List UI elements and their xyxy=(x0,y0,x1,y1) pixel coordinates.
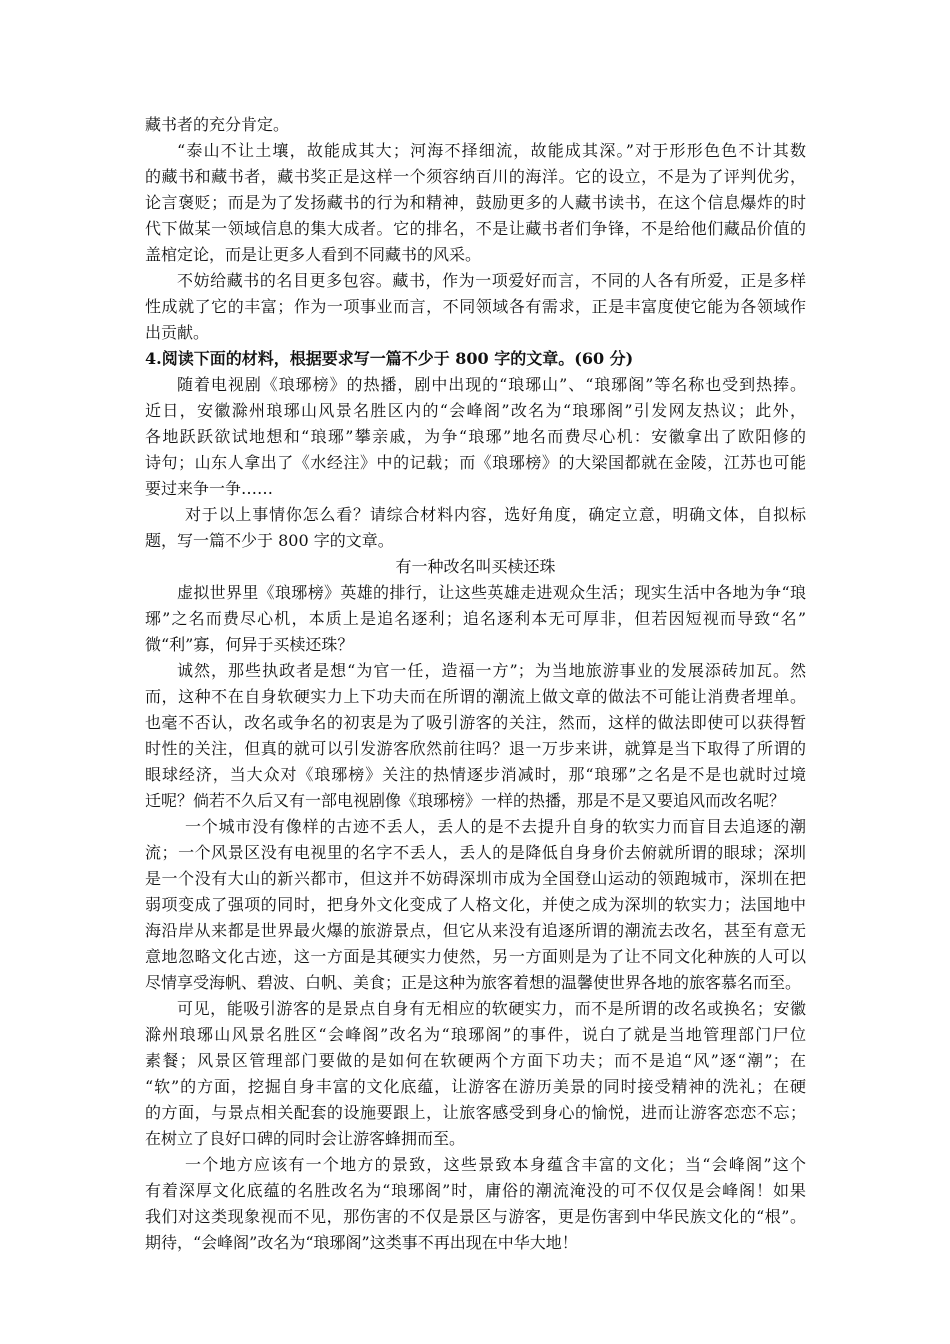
text-line: 流；一个风景区没有电视里的名字不丢人，丢人的是降低自身身价去俯就所谓的眼球；深圳 xyxy=(145,843,806,862)
text-line: 一个城市没有像样的古迹不丢人，丢人的是不去提升自身的软实力而盲目去追逐的潮 xyxy=(185,817,806,836)
question-heading: 4.阅读下面的材料，根据要求写一篇不少于 800 字的文章。(60 分) xyxy=(145,349,634,368)
text-line: 性成就了它的丰富；作为一项事业而言，不同领域各有需求，正是丰富度使它能为各领域作 xyxy=(145,297,806,316)
text-line: 近日，安徽滁州琅琊山风景名胜区内的“会峰阁”改名为“琅琊阁”引发网友热议；此外， xyxy=(145,401,806,420)
text-line: 是一个没有大山的新兴都市，但这并不妨碍深圳市成为全国登山运动的领跑城市，深圳在把 xyxy=(145,869,806,888)
text-line: 可见，能吸引游客的是景点自身有无相应的软硬实力，而不是所谓的改名或换名；安徽 xyxy=(177,999,806,1018)
text-line: 诚然，那些执政者是想“为官一任，造福一方”；为当地旅游事业的发展添砖加瓦。然 xyxy=(177,661,806,680)
text-line: 诗句；山东人拿出了《水经注》中的记载；而《琅琊榜》的大梁国都就在金陵，江苏也可能 xyxy=(145,453,806,472)
text-line: 而，这种不在自身软硬实力上下功夫而在所谓的潮流上做文章的做法不可能让消费者埋单。 xyxy=(145,687,806,706)
text-line: 对于以上事情你怎么看？请综合材料内容，选好角度，确定立意，明确文体，自拟标 xyxy=(185,505,806,524)
text-line: 出贡献。 xyxy=(145,323,210,342)
document-page xyxy=(145,112,806,1256)
text-line: 也毫不否认，改名或争名的初衷是为了吸引游客的关注，然而，这样的做法即使可以获得暂 xyxy=(145,713,806,732)
text-line: 迁呢？倘若不久后又有一部电视剧像《琅琊榜》一样的热播，那是不是又要追风而改名呢？ xyxy=(145,791,786,810)
text-line: 弱项变成了强项的同时，把身外文化变成了人格文化，并使之成为深圳的软实力；法国地中 xyxy=(145,895,806,914)
essay-title: 有一种改名叫买椟还珠 xyxy=(395,557,556,576)
text-line: 琊”之名而费尽心机，本质上是追名逐利；追名逐利本无可厚非，但若因短视而导致“名” xyxy=(145,609,806,628)
text-line: 的方面，与景点相关配套的设施要跟上，让旅客感受到身心的愉悦，进而让游客恋恋不忘； xyxy=(145,1103,806,1122)
text-line: 不妨给藏书的名目更多包容。藏书，作为一项爱好而言，不同的人各有所爱，正是多样 xyxy=(177,271,806,290)
text-line: 一个地方应该有一个地方的景致，这些景致本身蕴含丰富的文化；当“会峰阁”这个 xyxy=(185,1155,806,1174)
text-line: 微“利”寡，何异于买椟还珠？ xyxy=(145,635,354,654)
text-line: 尽情享受海帆、碧波、白帆、美食；正是这种为旅客着想的温馨使世界各地的旅客慕名而至。 xyxy=(145,973,802,992)
text-line: “软”的方面，挖掘自身丰富的文化底蕴，让游客在游历美景的同时接受精神的洗礼；在硬 xyxy=(145,1077,806,1096)
text-line: 的藏书和藏书者，藏书奖正是这样一个须容纳百川的海洋。它的设立，不是为了评判优劣， xyxy=(145,167,806,186)
text-line: 藏书者的充分肯定。 xyxy=(145,115,290,134)
text-line: 盖棺定论，而是让更多人看到不同藏书的风采。 xyxy=(145,245,482,264)
text-line: 意地忽略文化古迹，这一方面是其硬实力使然，另一方面则是为了让不同文化种族的人可以 xyxy=(145,947,806,966)
text-line: 虚拟世界里《琅琊榜》英雄的排行，让这些英雄走进观众生活；现实生活中各地为争“琅 xyxy=(177,583,806,602)
text-line: 滁州琅琊山风景名胜区“会峰阁”改名为“琅琊阁”的事件，说白了就是当地管理部门尸位 xyxy=(145,1025,806,1044)
text-line: 在树立了良好口碑的同时会让游客蜂拥而至。 xyxy=(145,1129,466,1148)
text-line: 时性的关注，但真的就可以引发游客欣然前往吗？退一万步来讲，就算是当下取得了所谓的 xyxy=(145,739,806,758)
text-line: 素餐；风景区管理部门要做的是如何在软硬两个方面下功夫；而不是追“风”逐“潮”；在 xyxy=(145,1051,806,1070)
text-line: 有着深厚文化底蕴的名胜改名为“琅琊阁”时，庸俗的潮流淹没的可不仅仅是会峰阁！如果 xyxy=(145,1181,806,1200)
text-line: 各地跃跃欲试地想和“琅琊”攀亲戚，为争“琅琊”地名而费尽心机：安徽拿出了欧阳修的 xyxy=(145,427,806,446)
text-line: 题，写一篇不少于 800 字的文章。 xyxy=(145,531,394,550)
text-line: 眼球经济，当大众对《琅琊榜》关注的热情逐步消减时，那“琅琊”之名是不是也就时过境 xyxy=(145,765,806,784)
text-line: 代下做某一领域信息的集大成者。它的排名，不是让藏书者们争锋，不是给他们藏品价值的 xyxy=(145,219,806,238)
text-line: 随着电视剧《琅琊榜》的热播，剧中出现的“琅琊山”、“琅琊阁”等名称也受到热捧。 xyxy=(177,375,806,394)
text-line: 要过来争一争…… xyxy=(145,479,274,498)
text-line: 论言褒贬；而是为了发扬藏书的行为和精神，鼓励更多的人藏书读书，在这个信息爆炸的时 xyxy=(145,193,806,212)
text-line: 我们对这类现象视而不见，那伤害的不仅是景区与游客，更是伤害到中华民族文化的“根”。 xyxy=(145,1207,806,1226)
text-line: 海沿岸从来都是世界最火爆的旅游景点，但它从来没有追逐所谓的潮流去改名，甚至有意无 xyxy=(145,921,806,940)
text-line: “泰山不让土壤，故能成其大；河海不择细流，故能成其深。”对于形形色色不计其数 xyxy=(177,141,806,160)
text-line: 期待，“会峰阁”改名为“琅琊阁”这类事不再出现在中华大地！ xyxy=(145,1233,578,1252)
